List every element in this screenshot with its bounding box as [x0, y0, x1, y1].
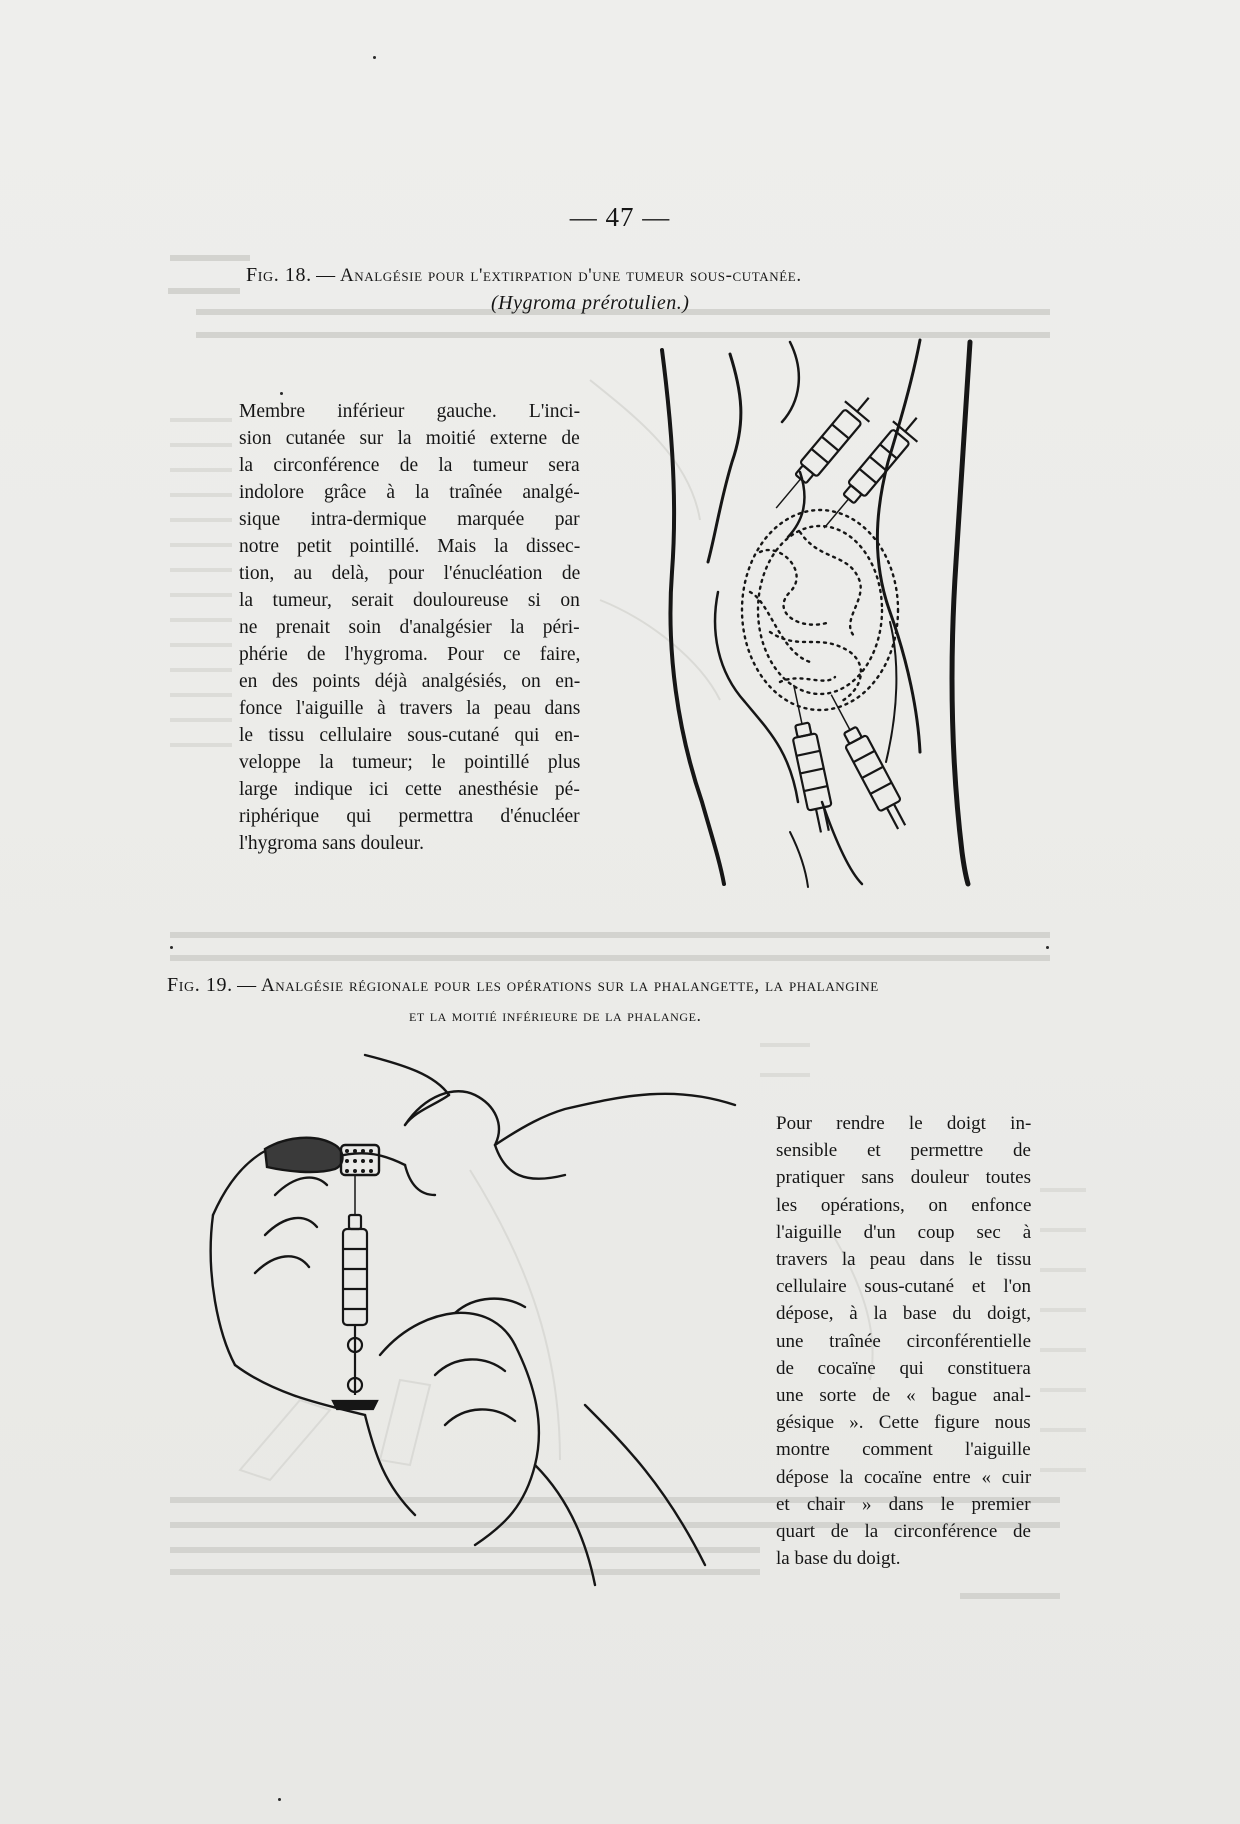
figure-19-title-line2: et la moitié inférieure de la phalange. — [409, 1006, 702, 1025]
text-line: en des points déjà analgésiés, on en- — [239, 671, 581, 692]
text-line: Membre inférieur gauche. L'inci- — [239, 401, 581, 422]
text-line: sique intra-dermique marquée par — [239, 509, 580, 530]
figure-18-text — [239, 398, 580, 857]
text-line: de cocaïne qui constituera — [776, 1357, 1031, 1379]
text-line: sensible et permettre de — [776, 1140, 1031, 1162]
text-line: large indique ici cette anesthésie pé- — [239, 779, 580, 800]
text-line: le tissu cellulaire sous-cutané qui en- — [239, 725, 580, 746]
figure-18-caption — [246, 264, 802, 287]
text-line: sion cutanée sur la moitié externe de — [239, 428, 580, 449]
scan-speck — [373, 56, 376, 59]
figure-19-title-line1: — Analgésie régionale pour les opérations sur la phalangette, la phalangine — [237, 975, 879, 996]
text-line: notre petit pointillé. Mais la dissec- — [239, 536, 581, 557]
text-line: gésique ». Cette figure nous — [776, 1412, 1031, 1434]
text-line: fonce l'aiguille à travers la peau dans — [239, 698, 581, 719]
text-line: l'hygroma sans douleur. — [239, 833, 424, 854]
text-line: les opérations, on enfonce — [776, 1194, 1032, 1216]
text-line: montre comment l'aiguille — [776, 1439, 1031, 1461]
figure-18-title: — Analgésie pour l'extirpation d'une tumeur sous-cutanée. — [316, 265, 802, 286]
text-line: la base du doigt. — [776, 1548, 901, 1570]
text-line: veloppe la tumeur; le pointillé plus — [239, 752, 581, 773]
figure-18-label: Fig. 18. — [246, 264, 312, 286]
figure-19-caption — [167, 974, 879, 997]
text-line: riphérique qui permettra d'énucléer — [239, 806, 580, 827]
scan-speck — [280, 392, 283, 395]
scan-speck — [278, 1798, 281, 1801]
text-line: l'aiguille d'un coup sec à — [776, 1221, 1032, 1243]
text-line: dépose, à la base du doigt, — [776, 1303, 1031, 1325]
knee-injection-illustration — [650, 332, 980, 892]
text-line: dépose la cocaïne entre « cuir — [776, 1466, 1032, 1488]
text-line: et chair » dans le premier — [776, 1493, 1031, 1515]
text-line: une sorte de « bague anal- — [776, 1385, 1031, 1407]
text-line: pratiquer sans douleur toutes — [776, 1167, 1031, 1189]
finger-injection-illustration — [205, 1045, 745, 1605]
figure-19-text — [776, 1110, 1031, 1572]
scan-speck — [1046, 946, 1049, 949]
text-line: une traînée circonférentielle — [776, 1330, 1032, 1352]
text-line: quart de la circonférence de — [776, 1521, 1031, 1543]
text-line: ne prenait soin d'analgésier la péri- — [239, 617, 580, 638]
figure-18-subtitle: (Hygroma prérotulien.) — [491, 292, 690, 314]
text-line: indolore grâce à la traînée analgé- — [239, 482, 580, 503]
text-line: la circonférence de la tumeur sera — [239, 455, 580, 476]
scan-speck — [170, 946, 173, 949]
figure-19-label: Fig. 19. — [167, 974, 233, 996]
text-line: cellulaire sous-cutané et l'on — [776, 1276, 1032, 1298]
text-line: la tumeur, serait douloureuse si on — [239, 590, 580, 611]
text-line: Pour rendre le doigt in- — [776, 1113, 1032, 1134]
text-line: travers la peau dans le tissu — [776, 1249, 1032, 1271]
text-line: phérie de l'hygroma. Pour ce faire, — [239, 644, 581, 665]
text-line: tion, au delà, pour l'énucléation de — [239, 563, 581, 584]
page-number: — 47 — — [569, 202, 671, 232]
